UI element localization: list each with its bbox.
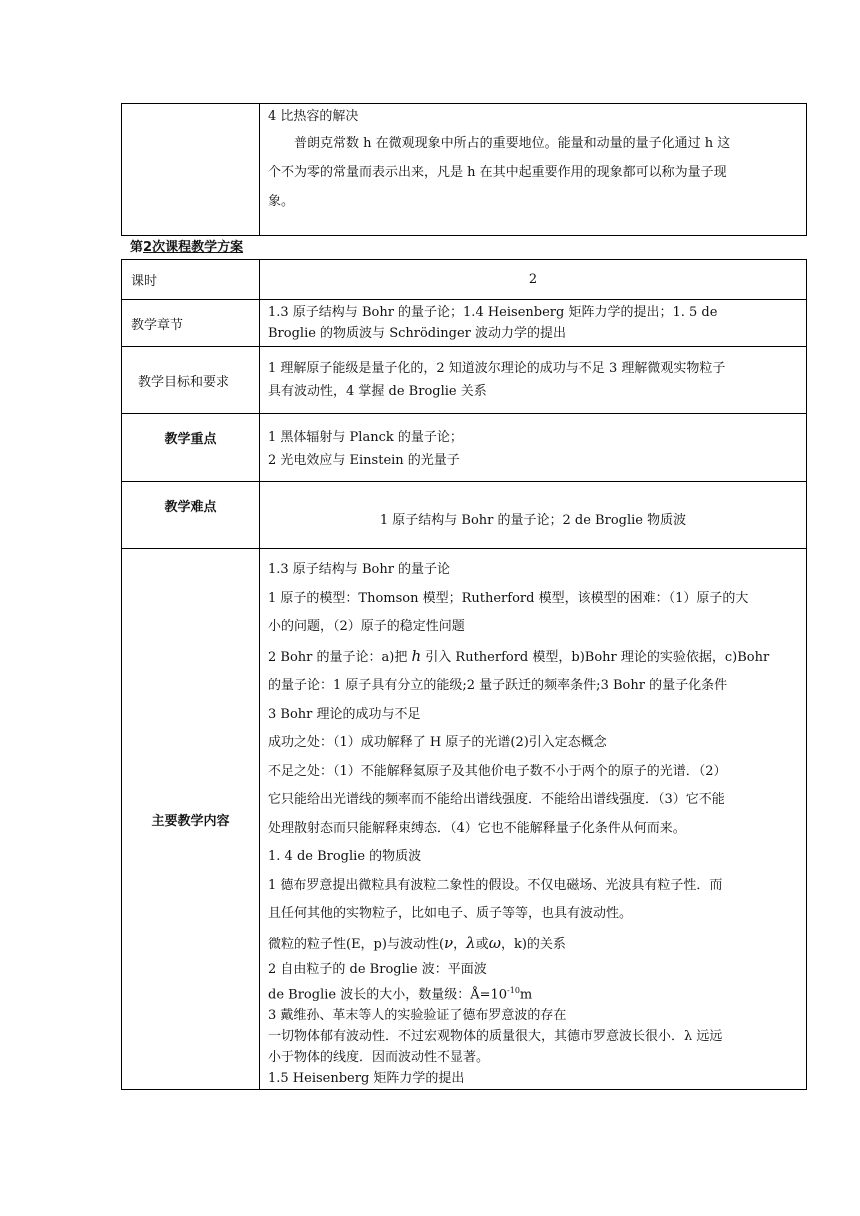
hours-value: 2 xyxy=(528,272,538,287)
goals-label-cell xyxy=(122,347,260,414)
focus-line: 2 光电效应与 Einstein 的光量子 xyxy=(268,453,460,468)
heading-prefix: 第 xyxy=(130,240,144,255)
main-line: 一切物体郁有波动性．不过宏观物体的质量很大，其德市罗意波长很小．λ 远远 xyxy=(268,1029,723,1045)
hours-value-cell xyxy=(260,260,807,300)
chapter-value-cell xyxy=(260,300,807,347)
text-segment: 微粒的粒子性(E，p)与波动性( xyxy=(268,936,445,952)
nu-symbol: ν xyxy=(444,933,454,952)
heading-suffix: 次课程教学方案 xyxy=(152,240,244,255)
goals-line: 具有波动性，4 掌握 de Broglie 关系 xyxy=(268,384,487,399)
main-line: 1.3 原子结构与 Bohr 的量子论 xyxy=(268,562,451,577)
lesson-plan-table xyxy=(121,259,807,1090)
main-content-label-cell xyxy=(122,549,260,1090)
chapter-line: 1.3 原子结构与 Bohr 的量子论；1.4 Heisenberg 矩阵力学的提出；1. 5 de xyxy=(268,305,718,320)
focus-label-cell xyxy=(122,414,260,482)
goals-value-cell xyxy=(260,347,807,414)
difficulty-label: 教学难点 xyxy=(164,500,217,515)
main-line: 1 原子的模型：Thomson 模型；Rutherford 模型，该模型的困难：（1）原子的大 xyxy=(268,590,749,606)
main-line: 成功之处：（1）成功解释了 H 原子的光谱(2)引入定态概念 xyxy=(268,735,607,750)
content-line: 普朗克常数 h 在微观现象中所占的重要地位。能量和动量的量子化通过 h 这 xyxy=(294,136,731,151)
text-segment: de Broglie 波长的大小，数量级：Å=10 xyxy=(268,987,508,1003)
difficulty-value-cell xyxy=(260,482,807,549)
main-line: 1 德布罗意提出微粒具有波粒二象性的假设。不仅电磁场、光波具有粒子性．而 xyxy=(268,877,723,893)
omega-symbol: ω xyxy=(488,933,501,952)
focus-line: 1 黑体辐射与 Planck 的量子论； xyxy=(268,430,463,445)
text-segment: 引入 Rutherford 模型，b)Bohr 理论的实验依据，c)Bohr xyxy=(421,649,770,665)
text-segment: 2 Bohr 的量子论：a)把 xyxy=(268,649,412,665)
chapter-label: 教学章节 xyxy=(131,317,184,333)
main-line: 小于物体的线度．因而波动性不显著。 xyxy=(268,1050,490,1066)
lesson-plan-heading xyxy=(130,238,243,258)
main-line: 它只能给出光谱线的频率而不能给出谱线强度．不能给出谱线强度．（3）它不能 xyxy=(268,792,725,807)
previous-content-cell xyxy=(260,104,807,236)
lesson-number: 2 xyxy=(143,240,153,255)
main-line: 小的问题，（2）原子的稳定性问题 xyxy=(268,619,465,634)
main-line: 1. 4 de Broglie 的物质波 xyxy=(268,849,422,864)
main-line: 的量子论：1 原子具有分立的能级;2 量子跃迁的频率条件;3 Bohr 的量子化条件 xyxy=(268,678,728,693)
exponent: -10 xyxy=(507,986,520,995)
text-segment: 或 xyxy=(475,936,489,952)
content-line: 个不为零的常量而表示出来，凡是 h 在其中起重要作用的现象都可以称为量子现 xyxy=(268,165,727,180)
focus-label: 教学重点 xyxy=(164,432,217,447)
main-line: 3 戴维孙、革末等人的实验验证了德布罗意波的存在 xyxy=(268,1008,567,1024)
content-line: 4 比热容的解决 xyxy=(268,109,359,124)
main-line: 3 Bohr 理论的成功与不足 xyxy=(268,706,421,722)
main-line xyxy=(268,642,800,673)
hours-label: 课时 xyxy=(131,274,158,289)
main-line: 1.5 Heisenberg 矩阵力学的提出 xyxy=(268,1071,465,1087)
text-segment: m xyxy=(519,987,533,1003)
main-line xyxy=(268,929,800,960)
chapter-line: Broglie 的物质波与 Schrödinger 波动力学的提出 xyxy=(268,326,567,341)
difficulty-text: 1 原子结构与 Bohr 的量子论；2 de Broglie 物质波 xyxy=(379,512,687,528)
chapter-label-cell xyxy=(122,300,260,347)
lambda-symbol: λ xyxy=(466,933,476,952)
main-line: 且任何其他的实物粒子，比如电子、质子等等，也具有波动性。 xyxy=(268,906,633,921)
main-line: 不足之处：（1）不能解释氦原子及其他价电子数不小于两个的原子的光谱．（2） xyxy=(268,763,727,779)
main-line: 2 自由粒子的 de Broglie 波：平面波 xyxy=(268,962,487,977)
text-segment: ，k)的关系 xyxy=(500,936,566,952)
goals-label: 教学目标和要求 xyxy=(138,374,230,390)
main-content-label: 主要教学内容 xyxy=(151,813,230,829)
empty-label-cell xyxy=(122,104,260,236)
content-line: 象。 xyxy=(268,194,295,209)
planck-h-symbol: h xyxy=(411,646,422,665)
main-content-cell xyxy=(260,549,807,1090)
goals-line: 1 理解原子能级是量子化的，2 知道波尔理论的成功与不足 3 理解微观实物粒子 xyxy=(268,361,726,376)
hours-label-cell xyxy=(122,260,260,300)
main-line: 处理散射态而只能解释束缚态．（4）它也不能解释量子化条件从何而来。 xyxy=(268,820,686,836)
focus-value-cell xyxy=(260,414,807,482)
previous-lesson-table xyxy=(121,103,807,236)
difficulty-label-cell xyxy=(122,482,260,549)
text-segment: ， xyxy=(453,936,467,952)
main-line xyxy=(268,980,800,1005)
